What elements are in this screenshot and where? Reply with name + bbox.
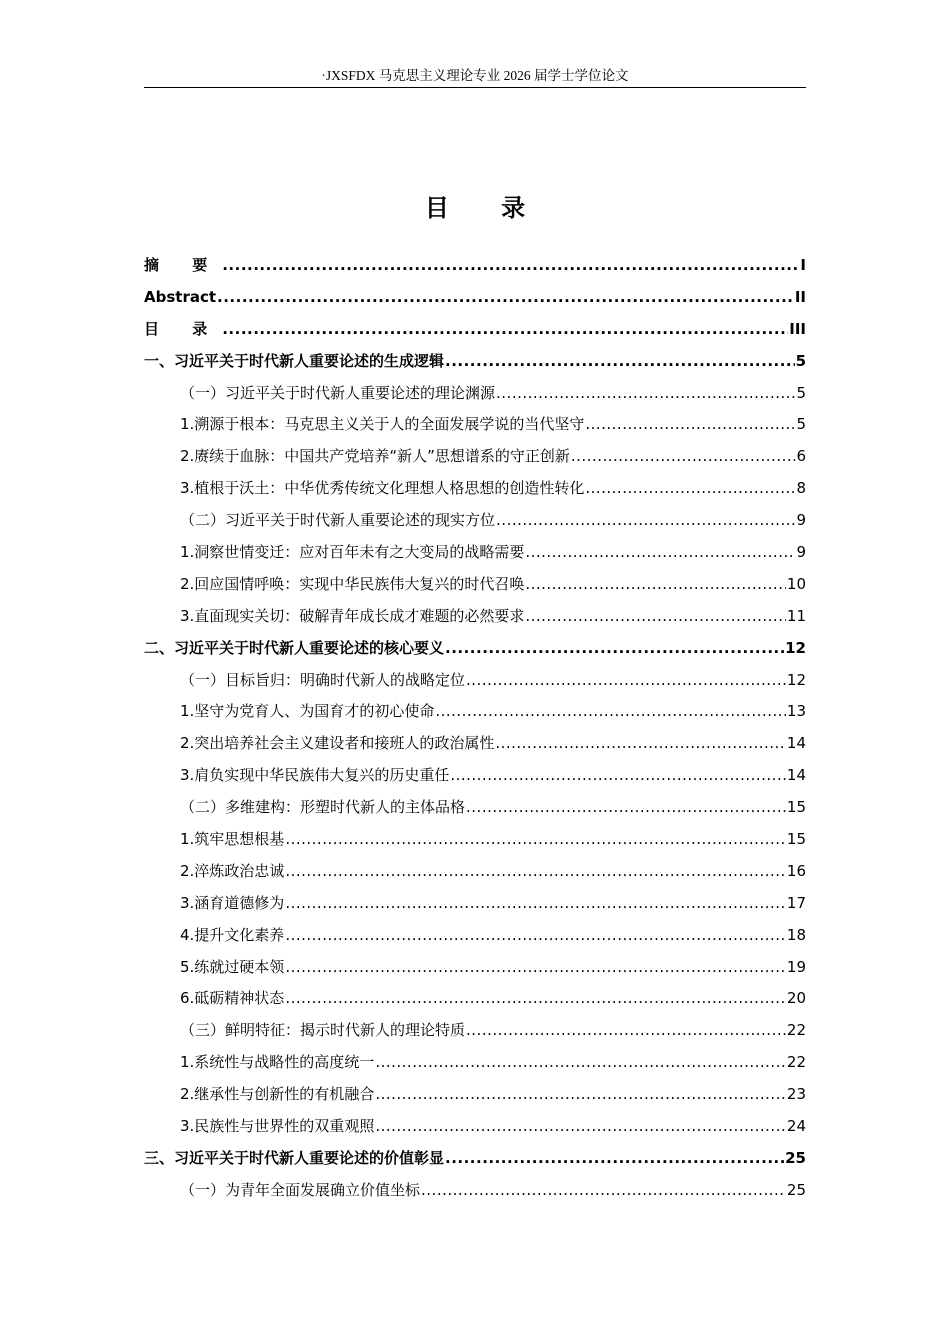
toc-dot-leader <box>375 1047 786 1079</box>
toc-dot-leader <box>421 1175 786 1207</box>
toc-entry-title: 3.涵育道德修为 <box>180 893 285 912</box>
toc-entry[interactable] <box>144 1079 806 1111</box>
toc-page-number: 14 <box>786 766 806 785</box>
toc-dot-leader <box>375 1111 786 1143</box>
toc-dot-leader <box>585 473 795 505</box>
toc-page-number: 5 <box>795 351 806 370</box>
toc-dot-leader <box>495 728 786 760</box>
toc-page-number: 13 <box>786 702 806 721</box>
toc-page-number: 19 <box>786 957 806 976</box>
toc-page-number: 15 <box>786 798 806 817</box>
toc-page-number: 9 <box>796 543 806 562</box>
toc-page-number: 14 <box>786 734 806 753</box>
toc-dot-leader <box>445 346 795 378</box>
toc-entry[interactable] <box>144 569 806 601</box>
toc-entry[interactable] <box>144 665 806 697</box>
toc-entry[interactable] <box>144 1015 806 1047</box>
page-header <box>144 66 806 88</box>
toc-entry-title: 2.淬炼政治忠诚 <box>180 861 285 880</box>
toc-dot-leader <box>445 633 784 665</box>
toc-page-number: 6 <box>796 447 806 466</box>
toc-entry-title: 1.系统性与战略性的高度统一 <box>180 1053 375 1072</box>
toc-entry[interactable] <box>144 633 806 665</box>
toc-dot-leader <box>466 792 786 824</box>
toc-entry[interactable] <box>144 409 806 441</box>
toc-entry[interactable] <box>144 378 806 410</box>
toc-page-number: 24 <box>786 1117 806 1136</box>
toc-entry[interactable] <box>144 537 806 569</box>
toc-dot-leader <box>466 1015 786 1047</box>
toc-dot-leader <box>222 314 788 346</box>
toc-dot-leader <box>285 824 786 856</box>
toc-page-number: 17 <box>786 893 806 912</box>
toc-entry[interactable] <box>144 1047 806 1079</box>
toc-page-number: III <box>789 319 806 338</box>
toc-entry[interactable] <box>144 1111 806 1143</box>
toc-entry[interactable] <box>144 314 806 346</box>
toc-dot-leader <box>285 983 786 1015</box>
toc-dot-leader <box>571 441 796 473</box>
toc-page-number: 9 <box>796 511 806 530</box>
toc-page-number: 11 <box>786 606 806 625</box>
toc-entry-title: 目 录 <box>144 319 222 338</box>
toc-page-number: 5 <box>796 415 806 434</box>
toc-entry-title: （二）多维建构：形塑时代新人的主体品格 <box>180 798 466 817</box>
toc-entry[interactable] <box>144 441 806 473</box>
toc-page-number: 8 <box>796 479 806 498</box>
header-text: ·JXSFDX 马克思主义理论专业 2026 届学士学位论文 <box>321 68 629 83</box>
toc-entry-title: 3.肩负实现中华民族伟大复兴的历史重任 <box>180 766 450 785</box>
toc-entry-title: 2.突出培养社会主义建设者和接班人的政治属性 <box>180 734 495 753</box>
toc-page-number: 16 <box>786 861 806 880</box>
toc-entry[interactable] <box>144 282 806 314</box>
toc-page-number: 22 <box>786 1021 806 1040</box>
toc-entry-title: 3.植根于沃土：中华优秀传统文化理想人格思想的创造性转化 <box>180 479 585 498</box>
toc-dot-leader <box>525 569 786 601</box>
toc-entry[interactable] <box>144 920 806 952</box>
toc-entry[interactable] <box>144 473 806 505</box>
toc-dot-leader <box>445 1143 784 1175</box>
toc-entry-title: 一、习近平关于时代新人重要论述的生成逻辑 <box>144 351 445 370</box>
table-of-contents <box>144 250 806 1207</box>
toc-page-number: II <box>794 287 806 306</box>
toc-entry-title: 1.筑牢思想根基 <box>180 830 285 849</box>
toc-entry-title: 1.洞察世情变迁：应对百年未有之大变局的战略需要 <box>180 543 525 562</box>
toc-entry-title: 2.回应国情呼唤：实现中华民族伟大复兴的时代召唤 <box>180 574 525 593</box>
toc-dot-leader <box>525 537 795 569</box>
toc-entry-title: （三）鲜明特征：揭示时代新人的理论特质 <box>180 1021 466 1040</box>
toc-entry[interactable] <box>144 696 806 728</box>
toc-entry-title: 3.直面现实关切：破解青年成长成才难题的必然要求 <box>180 606 525 625</box>
toc-dot-leader <box>435 696 786 728</box>
toc-entry-title: （一）目标旨归：明确时代新人的战略定位 <box>180 670 466 689</box>
toc-entry[interactable] <box>144 760 806 792</box>
toc-dot-leader <box>285 952 786 984</box>
toc-entry-title: 1.坚守为党育人、为国育才的初心使命 <box>180 702 435 721</box>
toc-page-number: 25 <box>785 1148 806 1167</box>
toc-page-number: 10 <box>786 574 806 593</box>
toc-dot-leader <box>525 601 786 633</box>
toc-entry-title: 2.赓续于血脉：中国共产党培养“新人”思想谱系的守正创新 <box>180 447 570 466</box>
toc-dot-leader <box>285 856 786 888</box>
toc-title: 目 录 <box>424 194 548 222</box>
toc-entry-title: （一）为青年全面发展确立价值坐标 <box>180 1180 421 1199</box>
toc-dot-leader <box>375 1079 786 1111</box>
toc-dot-leader <box>585 409 795 441</box>
toc-dot-leader <box>450 760 786 792</box>
toc-entry-title: （二）习近平关于时代新人重要论述的现实方位 <box>180 511 496 530</box>
toc-dot-leader <box>496 505 795 537</box>
toc-page-number: 5 <box>796 383 806 402</box>
toc-entry-title: 4.提升文化素养 <box>180 925 285 944</box>
toc-entry-title: （一）习近平关于时代新人重要论述的理论渊源 <box>180 383 496 402</box>
toc-entry-title: 5.练就过硬本领 <box>180 957 285 976</box>
toc-entry-title: 1.溯源于根本：马克思主义关于人的全面发展学说的当代坚守 <box>180 415 585 434</box>
toc-entry[interactable] <box>144 888 806 920</box>
toc-entry[interactable] <box>144 824 806 856</box>
toc-dot-leader <box>285 920 786 952</box>
toc-entry-title: 2.继承性与创新性的有机融合 <box>180 1085 375 1104</box>
toc-entry[interactable] <box>144 1175 806 1207</box>
toc-dot-leader <box>217 282 794 314</box>
toc-entry-title: Abstract <box>144 287 217 306</box>
toc-dot-leader <box>466 665 786 697</box>
toc-dot-leader <box>222 250 799 282</box>
toc-dot-leader <box>285 888 786 920</box>
toc-entry-title: 摘 要 <box>144 256 222 274</box>
toc-entry[interactable] <box>144 728 806 760</box>
toc-entry[interactable] <box>144 792 806 824</box>
toc-page-number: 25 <box>786 1180 806 1199</box>
toc-page-number: I <box>800 256 806 274</box>
toc-page-number: 20 <box>786 989 806 1008</box>
toc-page-number: 18 <box>786 925 806 944</box>
toc-entry[interactable] <box>144 1143 806 1175</box>
toc-page-number: 15 <box>786 830 806 849</box>
toc-page-number: 12 <box>786 670 806 689</box>
toc-entry[interactable] <box>144 983 806 1015</box>
toc-entry-title: 二、习近平关于时代新人重要论述的核心要义 <box>144 638 445 657</box>
toc-entry[interactable] <box>144 601 806 633</box>
toc-entry-title: 3.民族性与世界性的双重观照 <box>180 1117 375 1136</box>
toc-entry-title: 6.砥砺精神状态 <box>180 989 285 1008</box>
toc-entry[interactable] <box>144 346 806 378</box>
toc-entry[interactable] <box>144 505 806 537</box>
toc-dot-leader <box>496 378 795 410</box>
toc-entry[interactable] <box>144 250 806 282</box>
toc-entry[interactable] <box>144 856 806 888</box>
toc-page-number: 22 <box>786 1053 806 1072</box>
toc-page-number: 12 <box>785 638 806 657</box>
toc-entry[interactable] <box>144 952 806 984</box>
toc-page-number: 23 <box>786 1085 806 1104</box>
toc-entry-title: 三、习近平关于时代新人重要论述的价值彰显 <box>144 1148 445 1167</box>
